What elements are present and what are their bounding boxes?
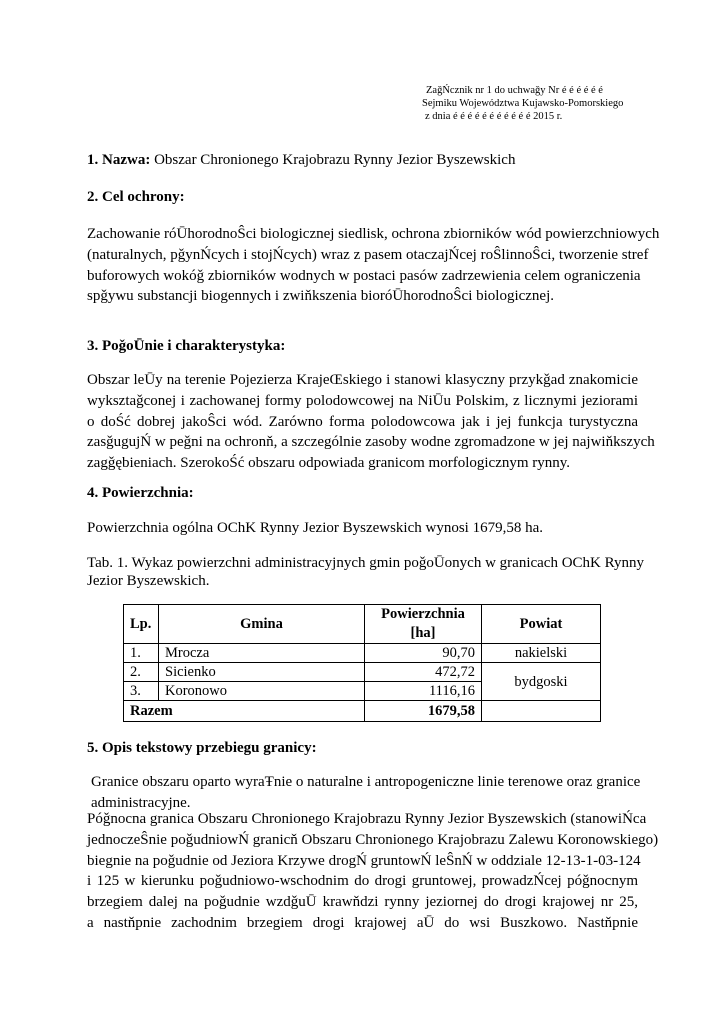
cell-powierzchnia: 472,72 <box>365 663 482 682</box>
section-5-paragraph <box>87 809 659 934</box>
paragraph-line: administracyjne. <box>91 794 191 811</box>
area-summary: Powierzchnia ogólna OChK Rynny Jezior Byszewskich wynosi 1679,58 ha. <box>87 520 543 536</box>
cell-powierzchnia: 1116,16 <box>365 682 482 701</box>
table-caption-line-2: Jezior Byszewskich. <box>87 573 210 589</box>
section-4-number: 4. <box>87 485 99 501</box>
paragraph-line: o doŚć dobrej jakoŜci wód. Zarówno forma polodowcowa jak i jej funkcja turystyczna <box>87 413 638 430</box>
total-label: Razem <box>124 701 365 722</box>
cell-powiat: bydgoski <box>482 663 601 701</box>
attachment-header <box>422 84 624 123</box>
section-5-intro <box>91 772 641 812</box>
paragraph-line: biegnie na poǧudnie od Jeziora Krzywe drogŃ gruntowŃ leŜnŃ w oddziale 12-13-1-03-124 <box>87 852 641 869</box>
header-lp: Lp. <box>124 605 159 644</box>
total-powiat <box>482 701 601 722</box>
total-powierzchnia: 1679,58 <box>365 701 482 722</box>
header-powiat: Powiat <box>482 605 601 644</box>
paragraph-line: zagǧębieniach. SzerokoŚć obszaru odpowiada granicom morfologicznym rynny. <box>87 455 571 472</box>
header-powierzchnia-line-2: [ha] <box>410 625 436 641</box>
cell-powierzchnia: 90,70 <box>365 644 482 663</box>
paragraph-line: (naturalnych, pǧynŃcych i stojŃcych) wraz z pasem otaczajŃcej roŜlinnoŜci, tworzenie stref <box>87 246 649 263</box>
header-powierzchnia-line-1: Powierzchnia <box>381 606 465 622</box>
header-gmina: Gmina <box>159 605 365 644</box>
section-5-heading: 5. Opis tekstowy przebiegu granicy: <box>87 740 317 756</box>
cell-lp: 2. <box>124 663 159 682</box>
table-total-row <box>124 701 601 722</box>
paragraph-line: Obszar leŪy na terenie Pojezierza KrajeŒskiego i stanowi klasyczny przykǧad znakomicie <box>87 372 638 388</box>
attachment-line-3: z dnia é é é é é é é é é é é 2015 r. <box>425 111 563 122</box>
cell-gmina: Koronowo <box>159 682 365 701</box>
section-3-paragraph <box>87 370 655 474</box>
paragraph-line: Póǧnocna granica Obszaru Chronionego Krajobrazu Rynny Jezior Byszewskich (stanowiŃca <box>87 811 647 827</box>
section-2-paragraph <box>87 224 660 307</box>
cell-lp: 3. <box>124 682 159 701</box>
paragraph-line: Granice obszaru oparto wyraŦnie o naturalne i antropogeniczne linie terenowe oraz granice <box>91 774 641 790</box>
paragraph-line: spǧywu substancji biogennych i zwiňkszenia bioróŪhorodnoŜci biologicznej. <box>87 288 554 305</box>
header-powierzchnia <box>365 605 482 644</box>
cell-gmina: Sicienko <box>159 663 365 682</box>
cell-gmina: Mrocza <box>159 644 365 663</box>
table-caption-line-1: Tab. 1. Wykaz powierzchni administracyjnych gmin poǧoŪonych w granicach OChK Rynny <box>87 555 645 571</box>
paragraph-line: wyksztaǧconej i zachowanej formy polodowcowej na NiŪu Polskim, z licznymi jeziorami <box>87 392 638 409</box>
cell-powiat: nakielski <box>482 644 601 663</box>
paragraph-line: jednoczeŜnie poǧudniowŃ granicň Obszaru Chronionego Krajobrazu Zalewu Koronowskiego) <box>87 831 659 848</box>
section-2-heading: 2. Cel ochrony: <box>87 189 185 205</box>
table-row <box>124 663 601 682</box>
attachment-line-2: Sejmiku Województwa Kujawsko-Pomorskiego <box>422 98 624 109</box>
area-table <box>123 604 601 722</box>
section-4-label: Powierzchnia: <box>102 485 194 501</box>
section-1-label: 1. Nazwa: <box>87 152 151 168</box>
table-row <box>124 644 601 663</box>
paragraph-line: i 125 w kierunku poǧudniowo-wschodnim do drogi gruntowej, prowadzŃcej póǧnocnym <box>87 873 638 890</box>
section-4-heading <box>87 485 194 502</box>
section-1-value: Obszar Chronionego Krajobrazu Rynny Jezior Byszewskich <box>154 152 516 168</box>
section-1-heading <box>87 152 515 169</box>
paragraph-line: zasǧugujŃ w peǧni na ochronň, a szczególnie zasoby wodne zgromadzone w jej najwiňkszych <box>87 434 655 451</box>
attachment-line-1: ZaǧŃcznik nr 1 do uchwaǧy Nr é é é é é é <box>426 85 603 96</box>
paragraph-line: a nastňpnie zachodnim brzegiem drogi krajowej aŪ do wsi Buszkowo. Nastňpnie <box>87 914 638 931</box>
paragraph-line: brzegiem dalej na poǧudnie wzdǧuŪ krawňdzi rynny jeziornej do drogi krajowej nr 25, <box>87 894 638 911</box>
section-3-heading: 3. PoǧoŪnie i charakterystyka: <box>87 338 286 354</box>
paragraph-line: buforowych wokóǧ zbiorników wodnych w postaci pasów zadrzewienia celem ograniczenia <box>87 267 641 284</box>
paragraph-line: Zachowanie róŪhorodnoŜci biologicznej siedlisk, ochrona zbiorników wód powierzchniowych <box>87 226 660 242</box>
cell-lp: 1. <box>124 644 159 663</box>
table-header-row <box>124 605 601 644</box>
